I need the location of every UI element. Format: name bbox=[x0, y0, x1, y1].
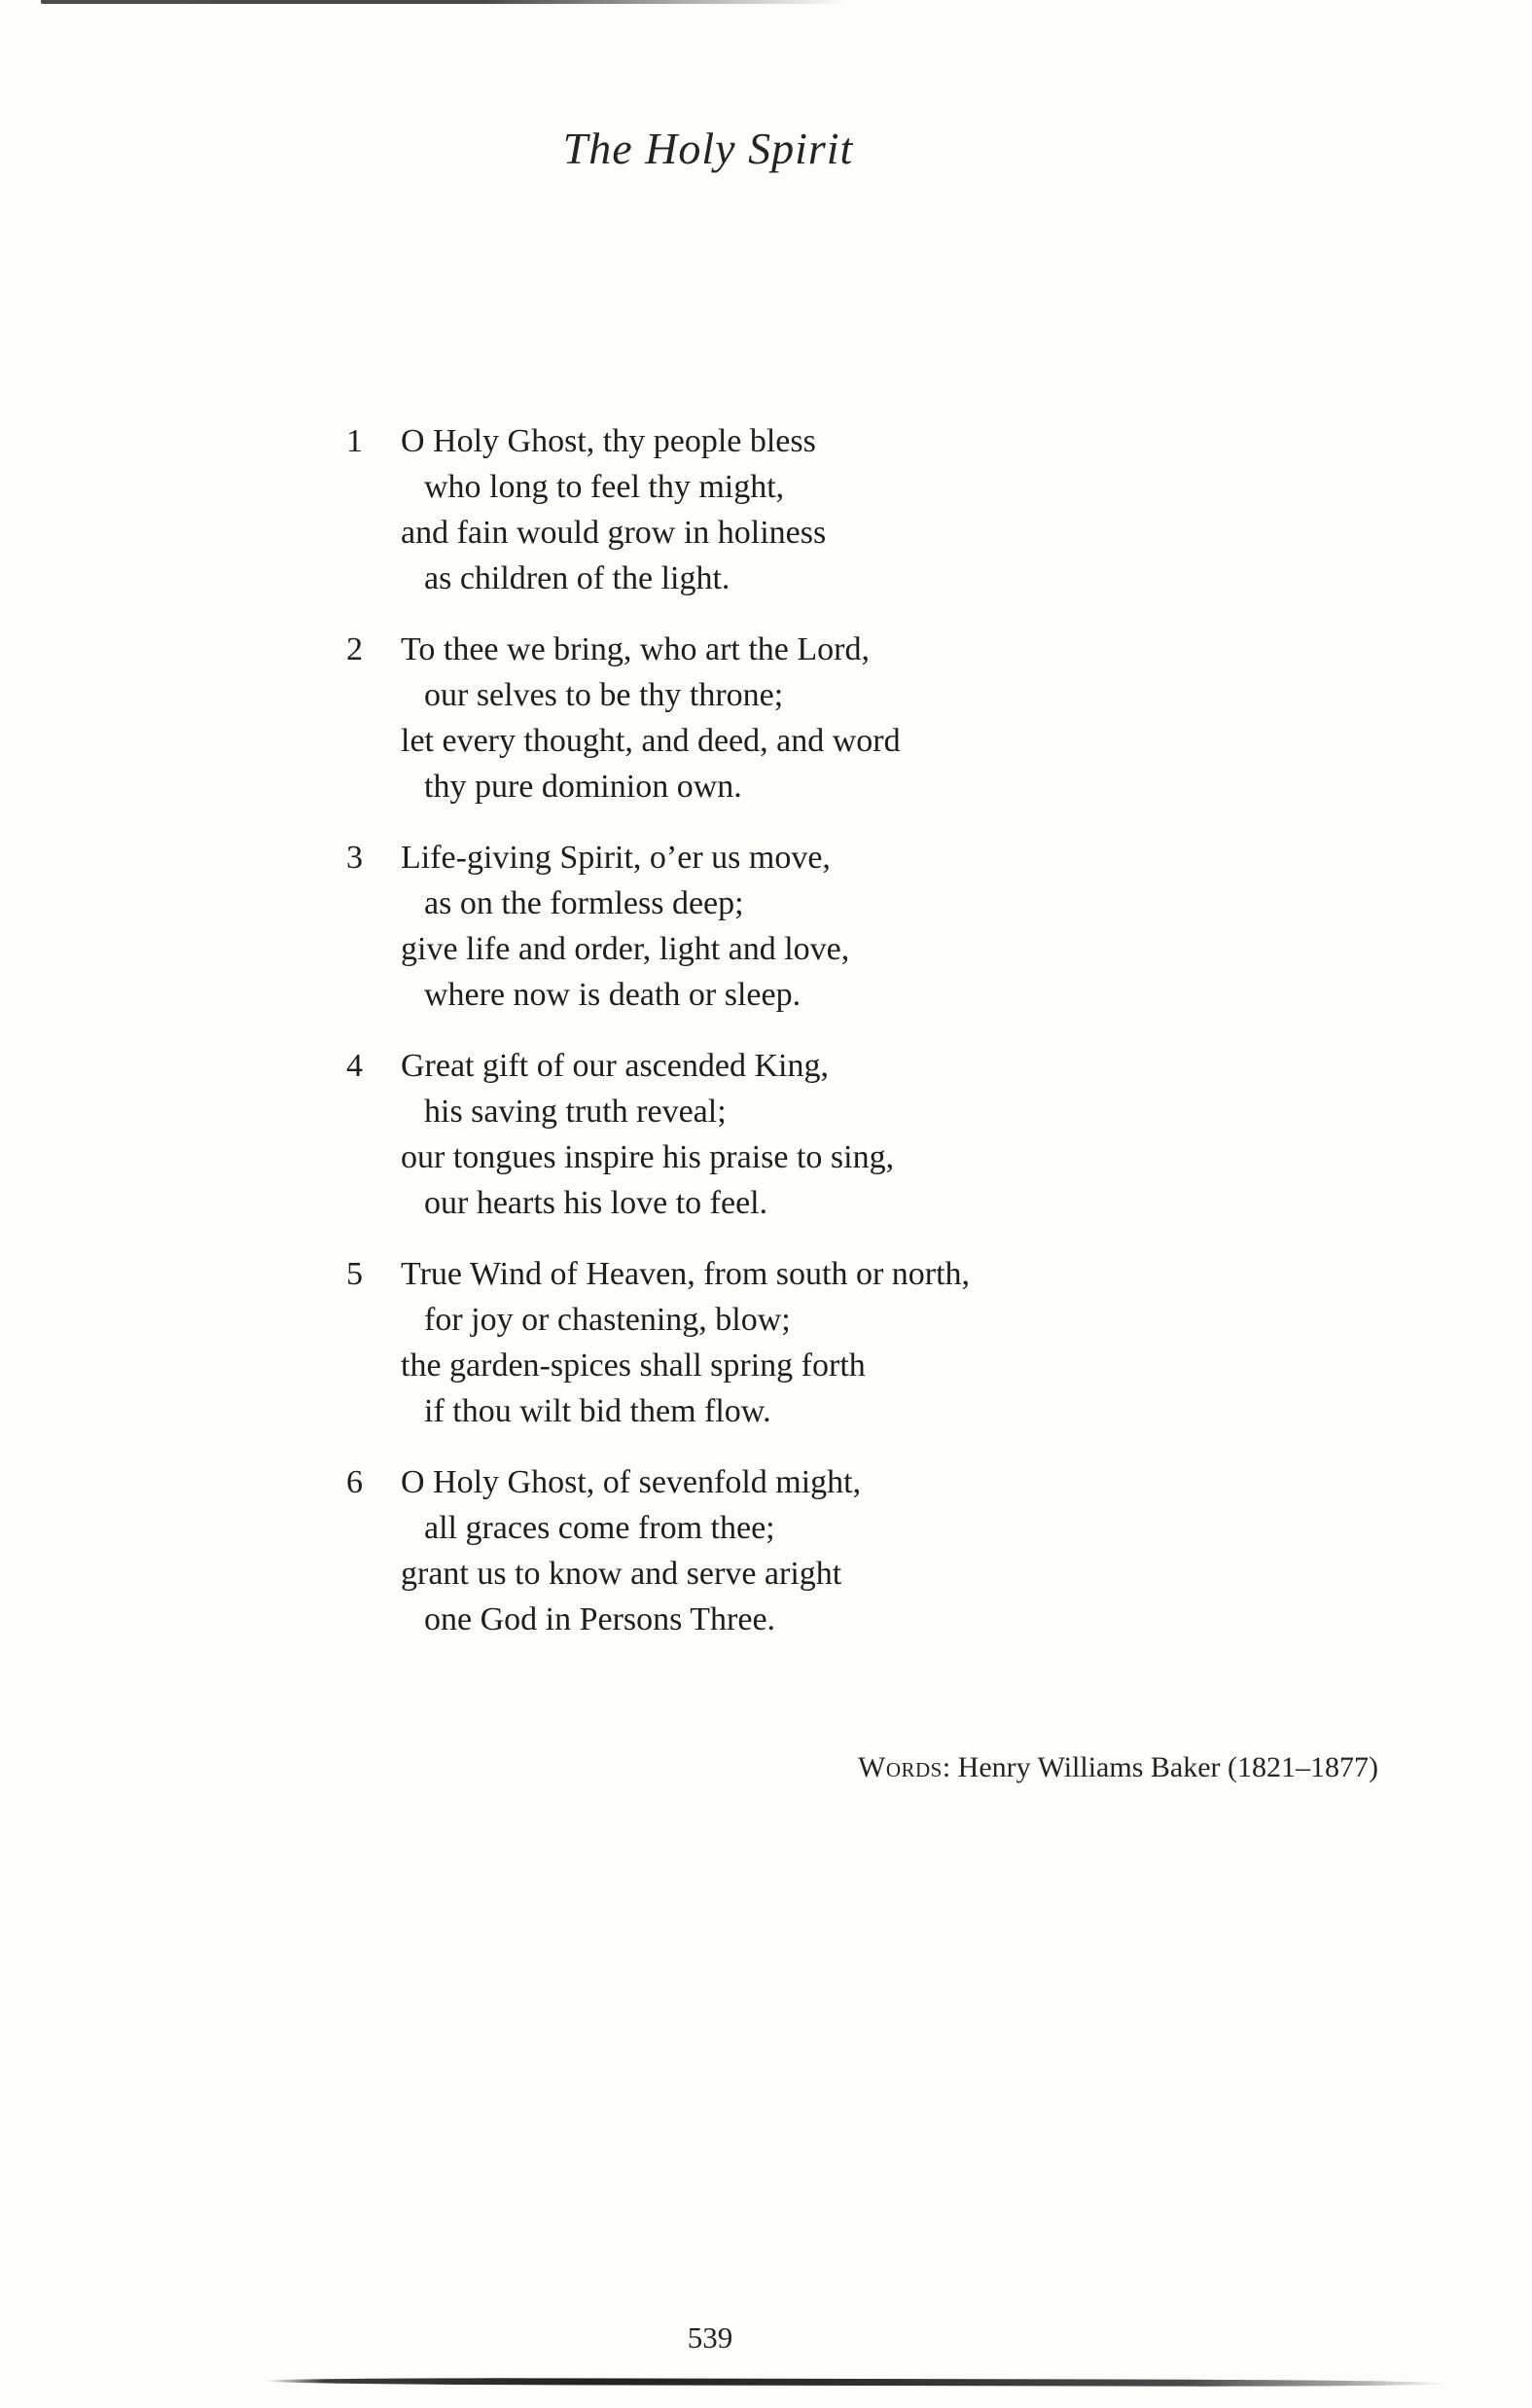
verse-line: where now is death or sleep. bbox=[424, 977, 802, 1013]
verse-line: our tongues inspire his praise to sing, bbox=[401, 1139, 895, 1175]
verse-lines bbox=[401, 627, 1183, 809]
verse-line: the garden-spices shall spring forth bbox=[401, 1348, 866, 1384]
verse bbox=[346, 1251, 1183, 1434]
verse bbox=[346, 418, 1183, 601]
verse-line: his saving truth reveal; bbox=[424, 1094, 727, 1130]
verse bbox=[346, 1043, 1183, 1226]
verse-line: one God in Persons Three. bbox=[424, 1601, 776, 1637]
verse-number: 2 bbox=[346, 631, 363, 667]
verse-number: 3 bbox=[346, 840, 363, 876]
attribution-text: : Henry Williams Baker (1821–1877) bbox=[942, 1751, 1378, 1783]
verse-lines bbox=[401, 1251, 1183, 1434]
verse-line: all graces come from thee; bbox=[424, 1510, 775, 1546]
verse-line: for joy or chastening, blow; bbox=[424, 1302, 791, 1338]
verse-line: who long to feel thy might, bbox=[424, 469, 785, 505]
verse-number: 5 bbox=[346, 1256, 363, 1292]
verse-line: Great gift of our ascended King, bbox=[401, 1048, 829, 1084]
verse-line: Life-giving Spirit, o’er us move, bbox=[401, 840, 831, 876]
scan-artifact-bottom-line bbox=[265, 2378, 1446, 2388]
verse-line: thy pure dominion own. bbox=[424, 769, 742, 805]
verse-line: O Holy Ghost, thy people bless bbox=[401, 423, 816, 459]
verse-line: as children of the light. bbox=[424, 560, 730, 596]
verse-lines bbox=[401, 1043, 1183, 1226]
verse-line: To thee we bring, who art the Lord, bbox=[401, 631, 870, 667]
verse-line: if thou wilt bid them flow. bbox=[424, 1393, 771, 1429]
verse-number: 1 bbox=[346, 423, 363, 459]
scan-artifact-top-edge bbox=[41, 0, 848, 4]
verse-line: O Holy Ghost, of sevenfold might, bbox=[401, 1464, 862, 1500]
verse-line: grant us to know and serve aright bbox=[401, 1556, 842, 1592]
hymn-verses bbox=[346, 418, 1183, 1668]
verse-number: 6 bbox=[346, 1464, 363, 1500]
verse-line: give life and order, light and love, bbox=[401, 931, 850, 967]
verse-number: 4 bbox=[346, 1048, 363, 1084]
verse-line: True Wind of Heaven, from south or north, bbox=[401, 1256, 971, 1292]
verse-lines bbox=[401, 835, 1183, 1018]
verse-line: as on the formless deep; bbox=[424, 885, 744, 921]
verse bbox=[346, 627, 1183, 809]
page-title: The Holy Spirit bbox=[562, 124, 854, 173]
verse-line: our selves to be thy throne; bbox=[424, 677, 784, 713]
verse bbox=[346, 1459, 1183, 1642]
verse-lines bbox=[401, 1459, 1183, 1642]
attribution-label: Words bbox=[858, 1751, 943, 1783]
verse-line: and fain would grow in holiness bbox=[401, 515, 827, 551]
page-number: 539 bbox=[687, 2320, 733, 2354]
verse-line: let every thought, and deed, and word bbox=[401, 723, 901, 759]
verse-line: our hearts his love to feel. bbox=[424, 1185, 768, 1221]
attribution bbox=[858, 1751, 1378, 1784]
verse-lines bbox=[401, 418, 1183, 601]
verse bbox=[346, 835, 1183, 1018]
